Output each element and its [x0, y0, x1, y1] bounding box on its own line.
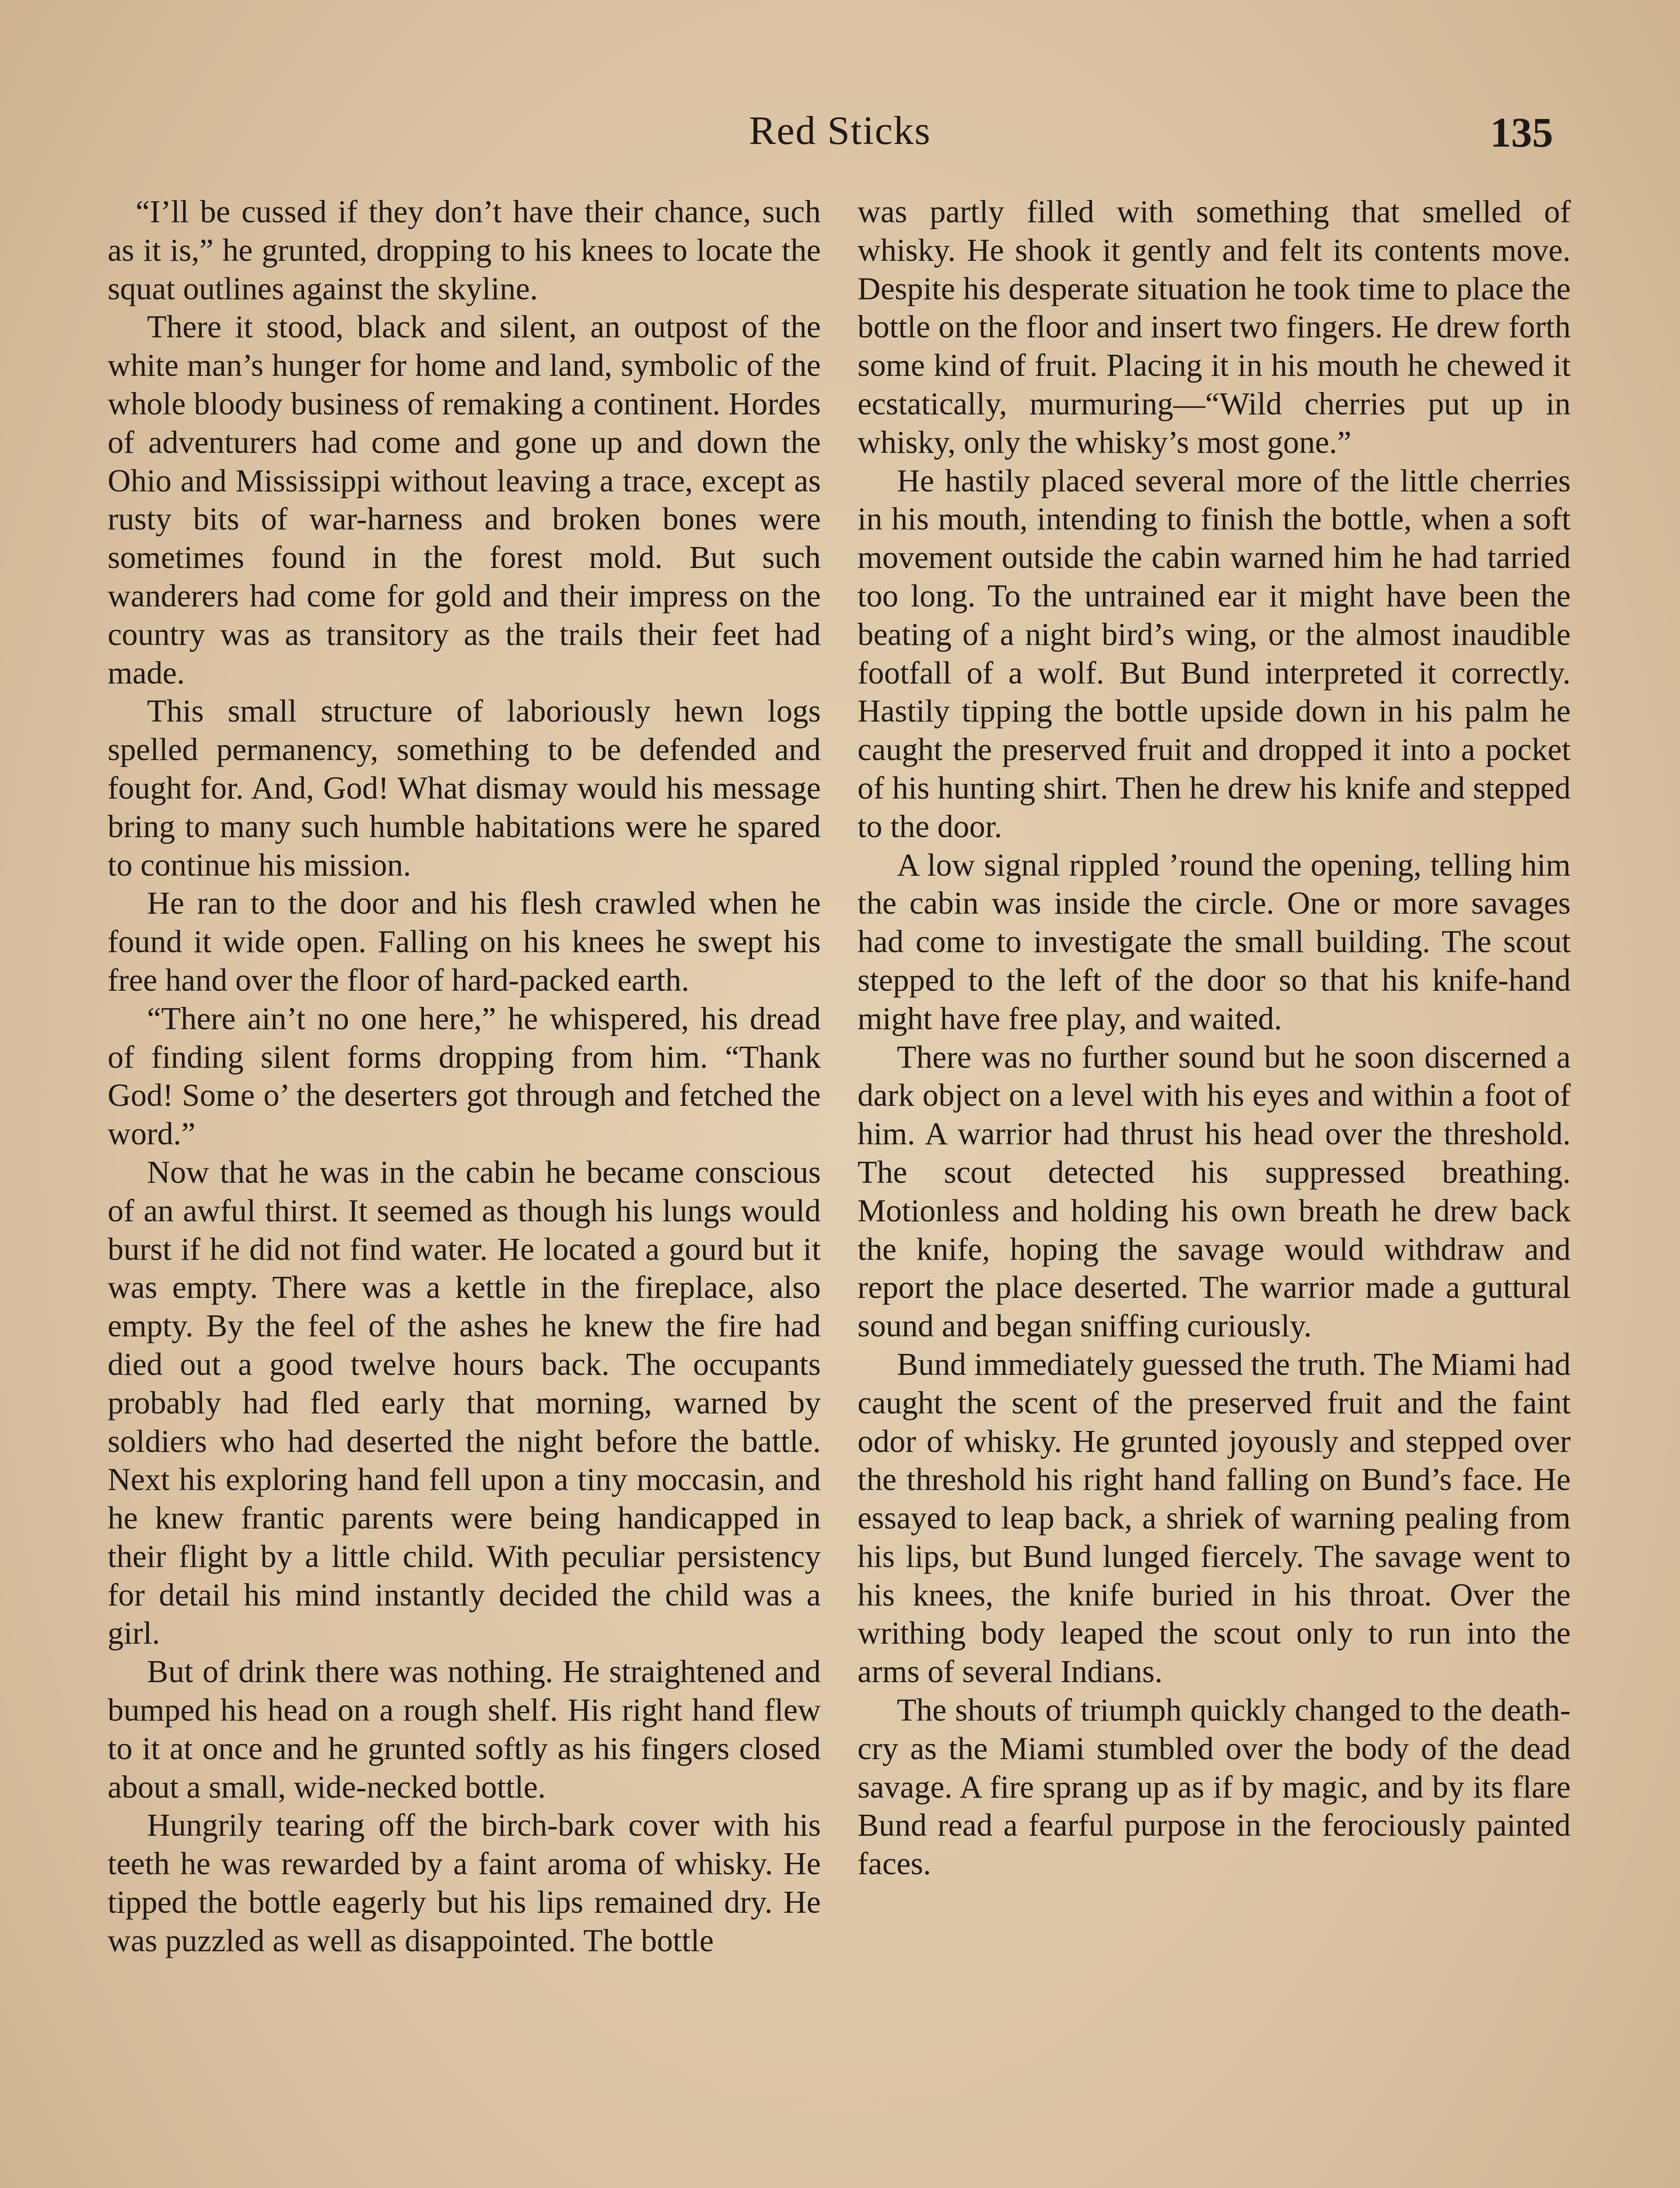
paragraph: He ran to the door and his flesh crawled when he found it wide open. Falling on his knees he swept his free hand over the floor of hard-packed earth. [108, 885, 821, 998]
paragraph: was partly filled with something that smelled of whisky. He shook it gently and felt its contents move. Despite his desperate situation he took time to place the bottle on the floor and insert two fingers. He drew forth some kind of fruit. Placing it in his mouth he chewed it ecstatically, murmuring—“Wild cherries put up in whisky, only the whisky’s most gone.” [858, 194, 1571, 460]
left-column [108, 193, 821, 1960]
paragraph: Now that he was in the cabin he became conscious of an awful thirst. It seemed as though his lungs would burst if he did not find water. He located a gourd but it was empty. There was a kettle in the fireplace, also empty. By the feel of the ashes he knew the fire had died out a good twelve hours back. The occupants probably had fled early that morning, warned by soldiers who had deserted the night before the battle. Next his exploring hand fell upon a tiny moccasin, and he knew frantic parents were being handicapped in their flight by a little child. With peculiar persistency for detail his mind instantly decided the child was a girl. [108, 1154, 821, 1651]
right-column [858, 193, 1571, 1883]
paragraph: But of drink there was nothing. He straightened and bumped his head on a rough shelf. His right hand flew to it at once and he grunted softly as his fingers closed about a small, wide-necked bottle. [108, 1654, 821, 1805]
paragraph: Hungrily tearing off the birch-bark cover with his teeth he was rewarded by a faint aroma of whisky. He tipped the bottle eagerly but his lips remained dry. He was puzzled as well as disappointed. The bottle [108, 1807, 821, 1958]
paragraph: He hastily placed several more of the little cherries in his mouth, intending to finish the bottle, when a soft movement outside the cabin warned him he had tarried too long. To the untrained ear it might have been the beating of a night bird’s wing, or the almost inaudible footfall of a wolf. But Bund interpreted it correctly. Hastily tipping the bottle upside down in his palm he caught the preserved fruit and dropped it into a pocket of his hunting shirt. Then he drew his knife and stepped to the door. [858, 463, 1571, 844]
paragraph: A low signal rippled ’round the opening, telling him the cabin was inside the circle. One or more savages had come to investigate the small building. The scout stepped to the left of the door so that his knife-hand might have free play, and waited. [858, 847, 1571, 1036]
paragraph: “There ain’t no one here,” he whispered, his dread of finding silent forms dropping from him. “Thank God! Some o’ the deserters got through and fetched the word.” [108, 1000, 821, 1152]
paragraph: There was no further sound but he soon discerned a dark object on a level with his eyes and within a foot of him. A warrior had thrust his head over the threshold. The scout detected his suppressed breathing. Motionless and holding his own breath he drew back the knife, hoping the savage would withdraw and report the place deserted. The warrior made a guttural sound and began sniffing curiously. [858, 1039, 1571, 1344]
paragraph: Bund immediately guessed the truth. The Miami had caught the scent of the preserved fruit and the faint odor of whisky. He grunted joyously and stepped over the threshold his right hand falling on Bund’s face. He essayed to leap back, a shriek of warning pealing from his lips, but Bund lunged fiercely. The savage went to his knees, the knife buried in his throat. Over the writhing body leaped the scout only to run into the arms of several Indians. [858, 1346, 1571, 1690]
page-number: 135 [1490, 109, 1553, 156]
paragraph: There it stood, black and silent, an outpost of the white man’s hunger for home and land, symbolic of the whole bloody business of remaking a continent. Hordes of adventurers had come and gone up and down the Ohio and Mississippi without leaving a trace, except as rusty bits of war-harness and broken bones were sometimes found in the forest mold. But such wanderers had come for gold and their impress on the country was as transitory as the trails their feet had made. [108, 309, 821, 691]
paragraph: The shouts of triumph quickly changed to the death-cry as the Miami stumbled over the body of the dead savage. A fire sprang up as if by magic, and by its flare Bund read a fearful purpose in the ferociously painted faces. [858, 1692, 1571, 1882]
paragraph: This small structure of laboriously hewn logs spelled permanency, something to be defended and fought for. And, God! What dismay would his message bring to many such humble habitations were he spared to continue his mission. [108, 693, 821, 883]
paragraph: “I’ll be cussed if they don’t have their chance, such as it is,” he grunted, dropping to his knees to locate the squat outlines against the skyline. [108, 194, 821, 306]
page-header [0, 100, 1680, 161]
running-title: Red Sticks [749, 108, 931, 153]
